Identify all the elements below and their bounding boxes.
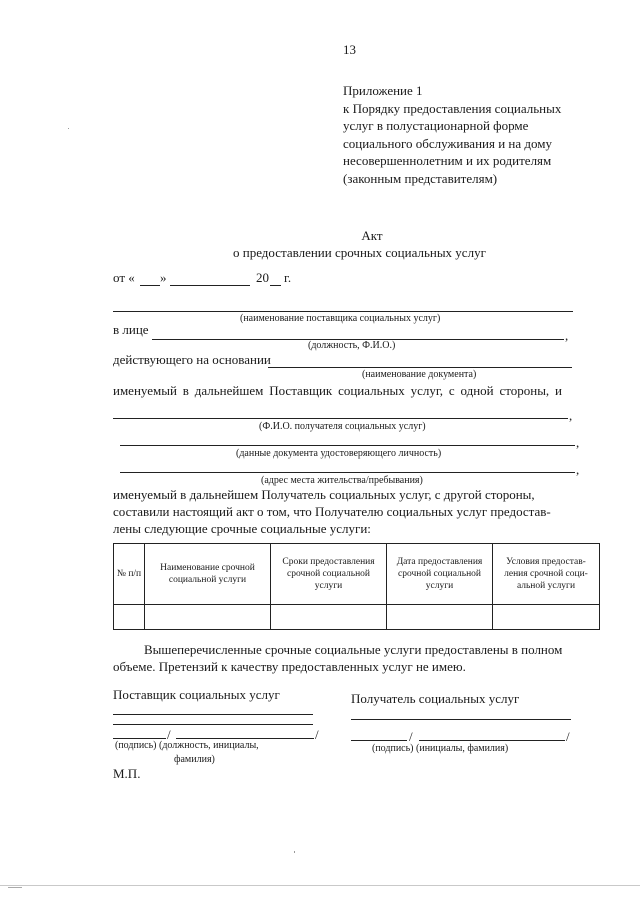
scan-edge-line bbox=[0, 885, 640, 886]
comma: , bbox=[569, 408, 573, 423]
appendix-line: услуг в полустационарной форме bbox=[343, 118, 529, 133]
recipient-caption: (Ф.И.О. получателя социальных услуг) bbox=[259, 421, 426, 432]
table-row bbox=[114, 605, 600, 630]
appendix-block bbox=[343, 82, 561, 187]
scan-dot bbox=[8, 887, 22, 888]
appendix-line: к Порядку предоставления социальных bbox=[343, 100, 562, 116]
recipient-paragraph bbox=[113, 486, 551, 537]
table-cell[interactable] bbox=[145, 605, 271, 630]
acting-basis-label: действующего на основании bbox=[113, 352, 271, 367]
header-conditions: Условия предостав-ления срочной соци-альной услуги bbox=[493, 544, 600, 605]
address-caption: (адрес места жительства/пребывания) bbox=[261, 475, 423, 486]
table-header-row bbox=[114, 544, 600, 605]
paragraph-line: именуемый в дальнейшем Получатель социальных услуг, с другой стороны, bbox=[113, 487, 535, 502]
provider-caption: (наименование поставщика социальных услуг) bbox=[240, 313, 441, 324]
scan-dot bbox=[294, 851, 295, 853]
comma: , bbox=[576, 462, 580, 477]
recipient-signature-label: Получатель социальных услуг bbox=[351, 691, 520, 706]
date-month-line[interactable] bbox=[170, 285, 250, 286]
provider-signature-line[interactable] bbox=[113, 724, 313, 725]
statement-line: Вышеперечисленные срочные социальные услуги предоставлены в полном bbox=[144, 642, 563, 657]
act-subtitle: о предоставлении срочных социальных услуг bbox=[233, 245, 486, 260]
recipient-name-field[interactable] bbox=[419, 740, 565, 741]
document-line[interactable] bbox=[268, 367, 572, 368]
date-year-line[interactable] bbox=[270, 285, 281, 286]
recipient-signature-line[interactable] bbox=[351, 719, 571, 720]
statement bbox=[113, 641, 562, 675]
statement-line: объеме. Претензий к качеству предоставленных услуг не имею. bbox=[113, 659, 466, 674]
header-service-name: Наименование срочной социальной услуги bbox=[145, 544, 271, 605]
slash: / bbox=[566, 729, 570, 744]
scan-dot bbox=[68, 128, 69, 129]
recipient-signature-caption: (подпись) (инициалы, фамилия) bbox=[372, 743, 509, 754]
provider-signature-field[interactable] bbox=[113, 738, 166, 739]
date-year: 20 bbox=[256, 270, 269, 285]
address-line[interactable] bbox=[120, 472, 575, 473]
provider-signature-label: Поставщик социальных услуг bbox=[113, 687, 280, 702]
slash: / bbox=[167, 727, 171, 742]
table-cell[interactable] bbox=[114, 605, 145, 630]
comma: , bbox=[565, 328, 569, 343]
recipient-signature-field[interactable] bbox=[351, 740, 407, 741]
appendix-line: несовершеннолетним и их родителям bbox=[343, 153, 552, 168]
provider-name-line[interactable] bbox=[113, 311, 573, 312]
date-mid: » bbox=[160, 270, 167, 285]
slash: / bbox=[409, 729, 413, 744]
appendix-line: социального обслуживания и на дому bbox=[343, 135, 552, 151]
act-title: Акт bbox=[361, 228, 383, 243]
provider-signature-line[interactable] bbox=[113, 714, 313, 715]
recipient-name-line[interactable] bbox=[113, 418, 568, 419]
document-caption: (наименование документа) bbox=[362, 369, 477, 380]
date-day-line[interactable] bbox=[140, 285, 160, 286]
services-table bbox=[113, 543, 600, 630]
date-prefix: от « bbox=[113, 270, 135, 285]
provider-signature-caption: фамилия) bbox=[174, 754, 215, 765]
in-person-label: в лице bbox=[113, 322, 149, 337]
page-number: 13 bbox=[343, 42, 356, 57]
position-caption: (должность, Ф.И.О.) bbox=[308, 340, 396, 351]
comma: , bbox=[576, 435, 580, 450]
header-date: Дата предоставления срочной социальной услуги bbox=[387, 544, 493, 605]
appendix-line: (законным представителям) bbox=[343, 170, 498, 186]
header-number: № п/п bbox=[114, 544, 145, 605]
stamp-label: М.П. bbox=[113, 766, 141, 781]
date-suffix: г. bbox=[284, 270, 292, 285]
header-terms: Сроки предоставления срочной социальной услуги bbox=[271, 544, 387, 605]
paragraph-line: лены следующие срочные социальные услуги: bbox=[113, 521, 371, 536]
table-cell[interactable] bbox=[271, 605, 387, 630]
provider-named-text: именуемый в дальнейшем Поставщик социальных услуг, с одной стороны, и bbox=[113, 383, 562, 398]
paragraph-line: составили настоящий акт о том, что Получателю социальных услуг предостав- bbox=[113, 504, 551, 519]
table-cell[interactable] bbox=[387, 605, 493, 630]
id-document-line[interactable] bbox=[120, 445, 575, 446]
table-cell[interactable] bbox=[493, 605, 600, 630]
provider-signature-caption: (подпись) (должность, инициалы, bbox=[115, 740, 259, 751]
slash: / bbox=[315, 727, 319, 742]
id-document-caption: (данные документа удостоверяющего личность) bbox=[236, 448, 442, 459]
provider-name-field[interactable] bbox=[176, 738, 314, 739]
appendix-title: Приложение 1 bbox=[343, 83, 423, 98]
